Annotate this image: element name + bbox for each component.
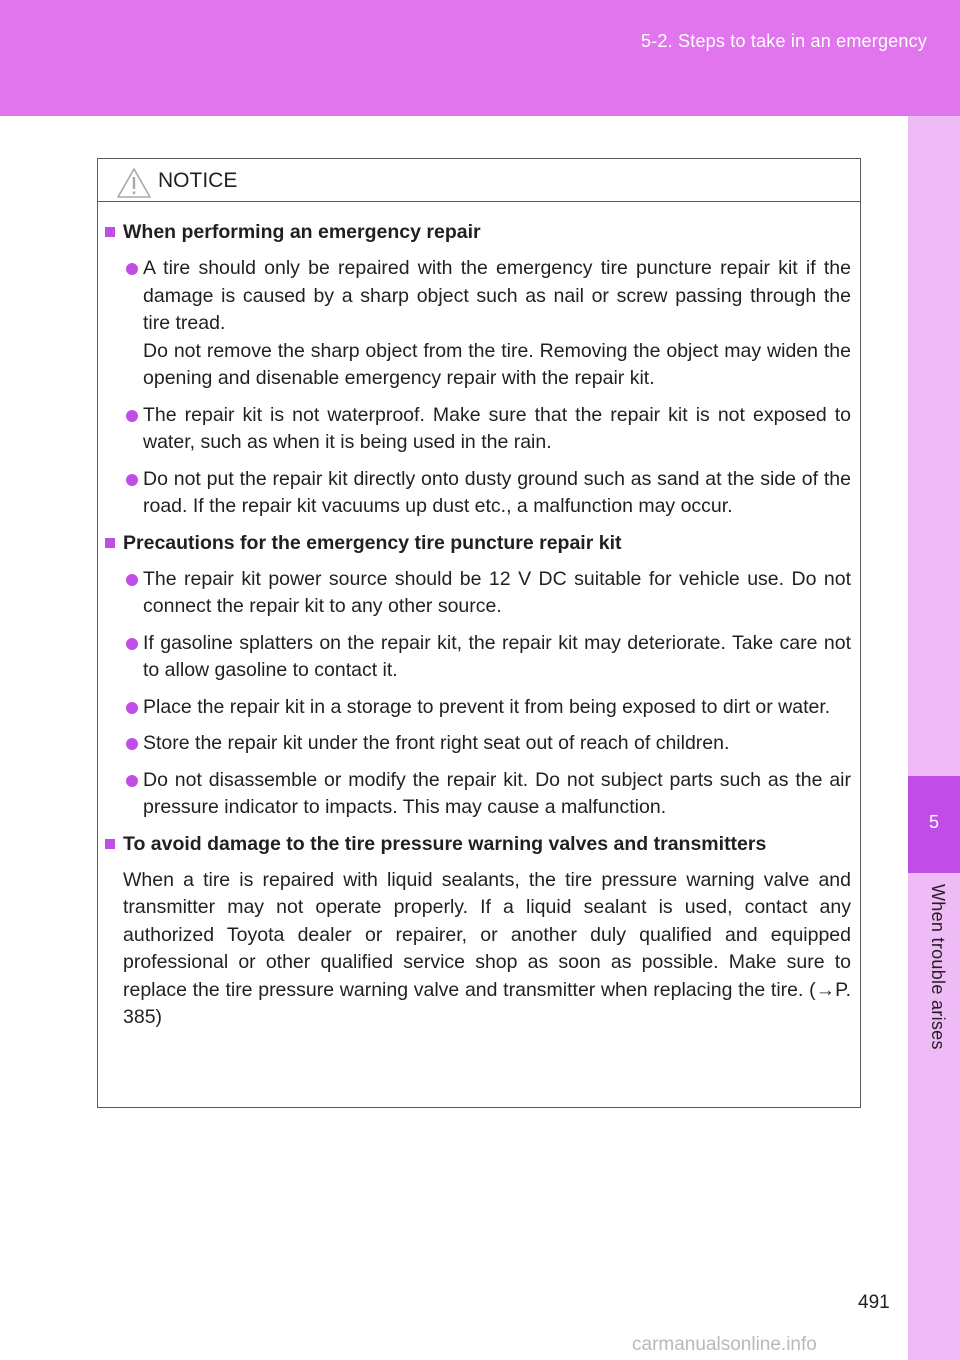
section-paragraph: When a tire is repaired with liquid sealants, the tire pressure warning valve and transmitter may not operate properly. If a liquid sealant is used, contact any authorized Toyota dealer or repairer, or another duly qualified and equipped professional or other qualified service shop as soon as possible. Make sure to replace the tire pressure warning valve and transmitter when replacing the tire. (→P. 385) [123,868,851,1028]
section-heading: To avoid damage to the tire pressure warning valves and transmitters [105,831,851,858]
square-bullet-icon [105,227,115,237]
list-item: The repair kit is not waterproof. Make sure that the repair kit is not exposed to water, such as when it is being used in the rain. [105,402,851,457]
round-bullet-icon [126,738,138,750]
chapter-side-tab [908,116,960,1360]
chapter-title: When trouble arises [928,884,948,1050]
list-item: The repair kit power source should be 12 V DC suitable for vehicle use. Do not connect the repair kit to any other source. [105,566,851,621]
square-bullet-icon [105,839,115,849]
list-item: A tire should only be repaired with the emergency tire puncture repair kit if the damage is caused by a sharp object such as nail or screw passing through the tire tread. Do not remove the sharp object from the tire. Removing the object may widen the opening and disenable emergency repair with the repair kit. [105,255,851,393]
section-heading: Precautions for the emergency tire puncture repair kit [105,530,851,557]
round-bullet-icon [126,474,138,486]
chapter-number-box [908,776,960,873]
warning-triangle-icon [116,167,152,199]
notice-body [98,202,860,1032]
section-heading: When performing an emergency repair [105,219,851,246]
list-item: If gasoline splatters on the repair kit, the repair kit may deteriorate. Take care not to allow gasoline to contact it. [105,630,851,685]
notice-box [97,158,861,1108]
chapter-number: 5 [928,812,939,832]
round-bullet-icon [126,574,138,586]
round-bullet-icon [126,702,138,714]
round-bullet-icon [126,410,138,422]
list-item: Do not disassemble or modify the repair kit. Do not subject parts such as the air pressure indicator to impacts. This may cause a malfunction. [105,767,851,822]
notice-title: NOTICE [158,169,238,192]
list-item: Place the repair kit in a storage to prevent it from being exposed to dirt or water. [105,694,851,722]
list-item: Do not put the repair kit directly onto dusty ground such as sand at the side of the road. If the repair kit vacuums up dust etc., a malfunction may occur. [105,466,851,521]
round-bullet-icon [126,775,138,787]
notice-header [98,159,860,202]
header-band [0,0,960,116]
watermark: carmanualsonline.info [632,1334,817,1355]
section-breadcrumb: 5-2. Steps to take in an emergency [641,31,927,51]
round-bullet-icon [126,638,138,650]
round-bullet-icon [126,263,138,275]
square-bullet-icon [105,538,115,548]
list-item: Store the repair kit under the front right seat out of reach of children. [105,730,851,758]
page-number: 491 [858,1292,890,1313]
